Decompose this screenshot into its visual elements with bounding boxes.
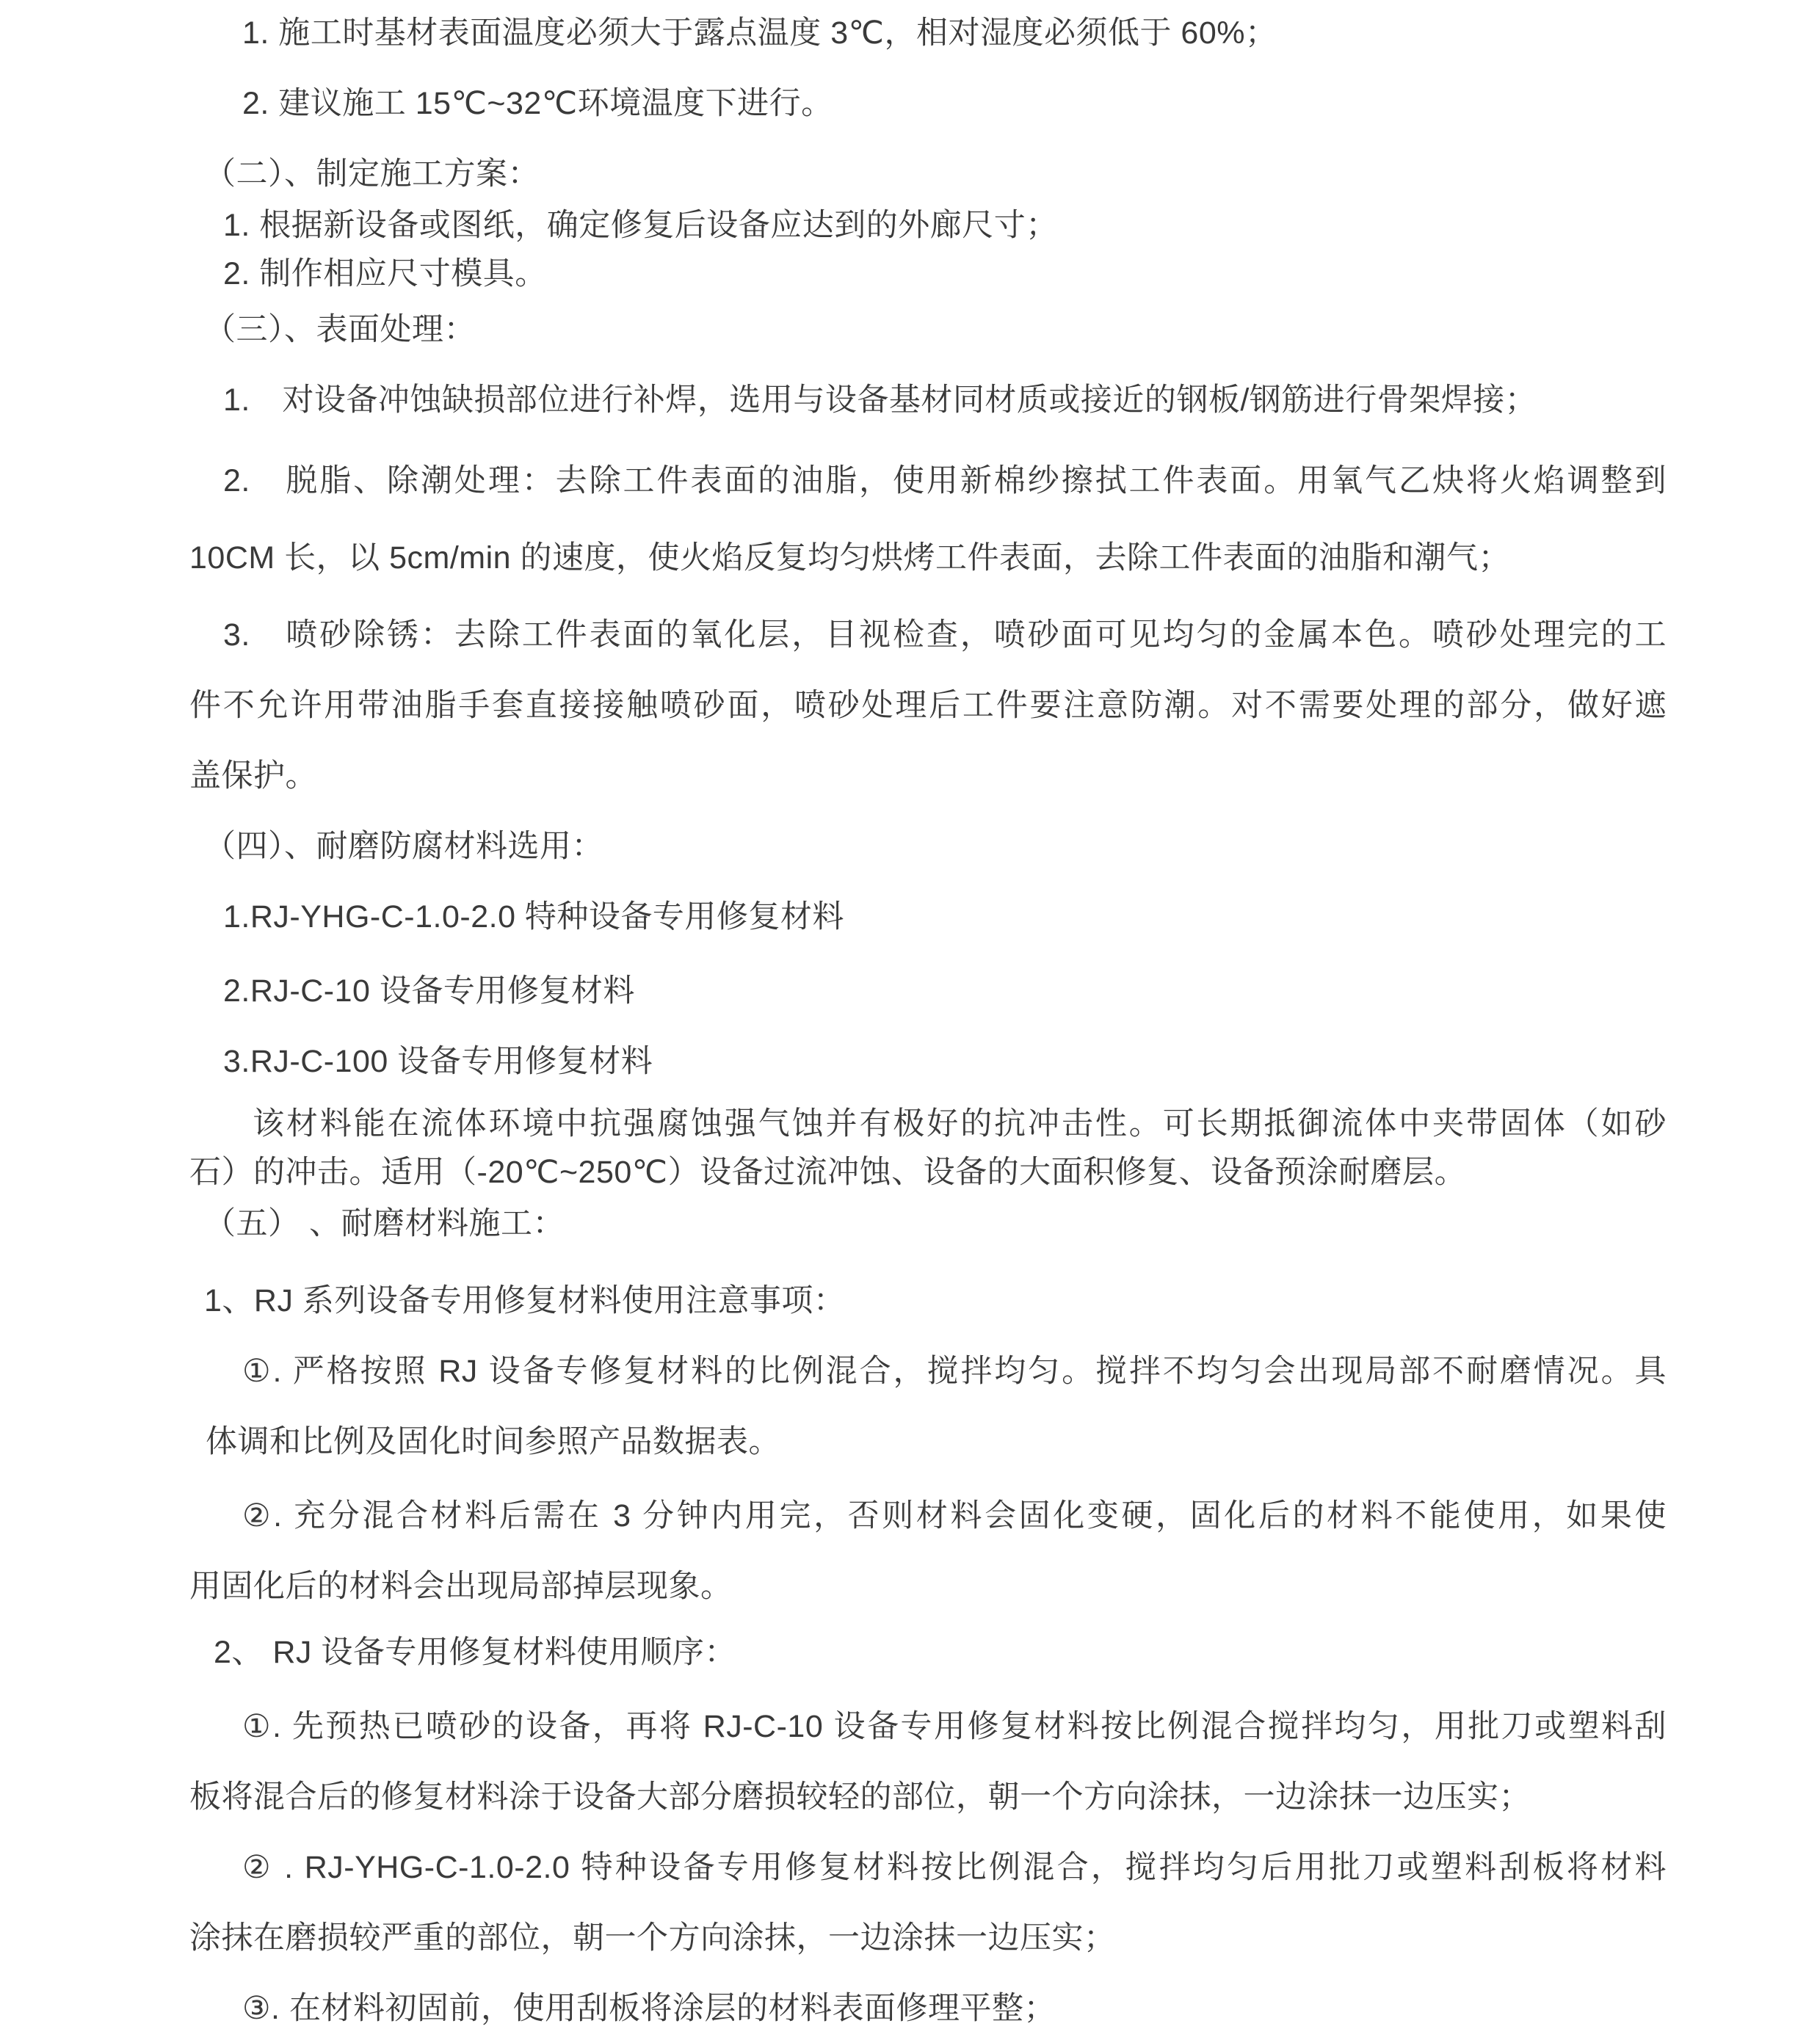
text-line-sandblast-1: 3. 喷砂除锈：去除工件表面的氧化层，目视检查，喷砂面可见均匀的金属本色。喷砂处理完的工 <box>223 617 1667 653</box>
text-line-notes-heading: 1、RJ 系列设备专用修复材料使用注意事项： <box>204 1283 846 1318</box>
text-line-material-1: 1.RJ-YHG-C-1.0-2.0 特种设备专用修复材料 <box>223 899 844 934</box>
document-body <box>0 13 1820 2029</box>
text-line-sandblast-3: 盖保护。 <box>189 758 317 794</box>
text-line-step-1b: 板将混合后的修复材料涂于设备大部分磨损较轻的部位，朝一个方向涂抹，一边涂抹一边压实； <box>189 1779 1531 1815</box>
text-line-material-2: 2.RJ-C-10 设备专用修复材料 <box>223 973 635 1009</box>
text-line-step-1a: ①. 先预热已喷砂的设备，再将 RJ-C-10 设备专用修复材料按比例混合搅拌均匀，用批刀或塑料刮 <box>242 1709 1667 1744</box>
text-line-substrate-temp: 1. 施工时基材表面温度必须大于露点温度 3℃，相对湿度必须低于 60%； <box>242 15 1277 51</box>
text-line-make-mold: 2. 制作相应尺寸模具。 <box>223 256 547 291</box>
text-line-note-1a: ①. 严格按照 RJ 设备专修复材料的比例混合，搅拌均匀。搅拌不均匀会出现局部不耐磨情况。具 <box>242 1354 1667 1389</box>
text-line-step-2b: 涂抹在磨损较严重的部位，朝一个方向涂抹，一边涂抹一边压实； <box>189 1920 1116 1956</box>
text-line-sandblast-2: 件不允许用带油脂手套直接接触喷砂面，喷砂处理后工件要注意防潮。对不需要处理的部分，做好遮 <box>189 688 1667 723</box>
text-line-step-3: ③. 在材料初固前，使用刮板将涂层的材料表面修理平整； <box>242 1991 1056 2026</box>
text-line-step-2a: ② . RJ-YHG-C-1.0-2.0 特种设备专用修复材料按比例混合，搅拌均匀后用批刀或塑料刮板将材料 <box>242 1850 1667 1885</box>
text-line-ambient-temp: 2. 建议施工 15℃~32℃环境温度下进行。 <box>242 86 833 121</box>
text-line-degrease-2: 10CM 长，以 5cm/min 的速度，使火焰反复均匀烘烤工件表面，去除工件表面的油脂和潮气； <box>189 540 1511 576</box>
text-line-outline-size: 1. 根据新设备或图纸，确定修复后设备应达到的外廊尺寸； <box>223 208 1058 243</box>
text-line-note-2a: ②. 充分混合材料后需在 3 分钟内用完，否则材料会固化变硬，固化后的材料不能使用，如果使 <box>242 1498 1667 1533</box>
text-line-sequence-heading: 2、 RJ 设备专用修复材料使用顺序： <box>214 1635 736 1670</box>
text-line-note-1b: 体调和比例及固化时间参照产品数据表。 <box>206 1424 780 1459</box>
heading-section-2: （二）、制定施工方案： <box>204 156 540 192</box>
text-line-material-3: 3.RJ-C-100 设备专用修复材料 <box>223 1044 653 1079</box>
text-line-note-2b: 用固化后的材料会出现局部掉层现象。 <box>189 1569 733 1604</box>
text-line-degrease-1: 2. 脱脂、除潮处理：去除工件表面的油脂，使用新棉纱擦拭工件表面。用氧气乙炔将火焰调整到 <box>223 463 1667 498</box>
text-line-weld-repair: 1. 对设备冲蚀缺损部位进行补焊，选用与设备基材同材质或接近的钢板/钢筋进行骨架焊接； <box>223 382 1537 418</box>
heading-section-3: （三）、表面处理： <box>204 312 476 347</box>
text-line-material-desc-1: 该材料能在流体环境中抗强腐蚀强气蚀并有极好的抗冲击性。可长期抵御流体中夹带固体（如砂 <box>253 1106 1667 1141</box>
text-line-material-desc-2: 石）的冲击。适用（-20℃~250℃）设备过流冲蚀、设备的大面积修复、设备预涂耐磨层。 <box>189 1155 1467 1190</box>
heading-section-4: （四）、耐磨防腐材料选用： <box>204 829 603 864</box>
heading-section-5: （五） 、耐磨材料施工： <box>204 1206 565 1241</box>
